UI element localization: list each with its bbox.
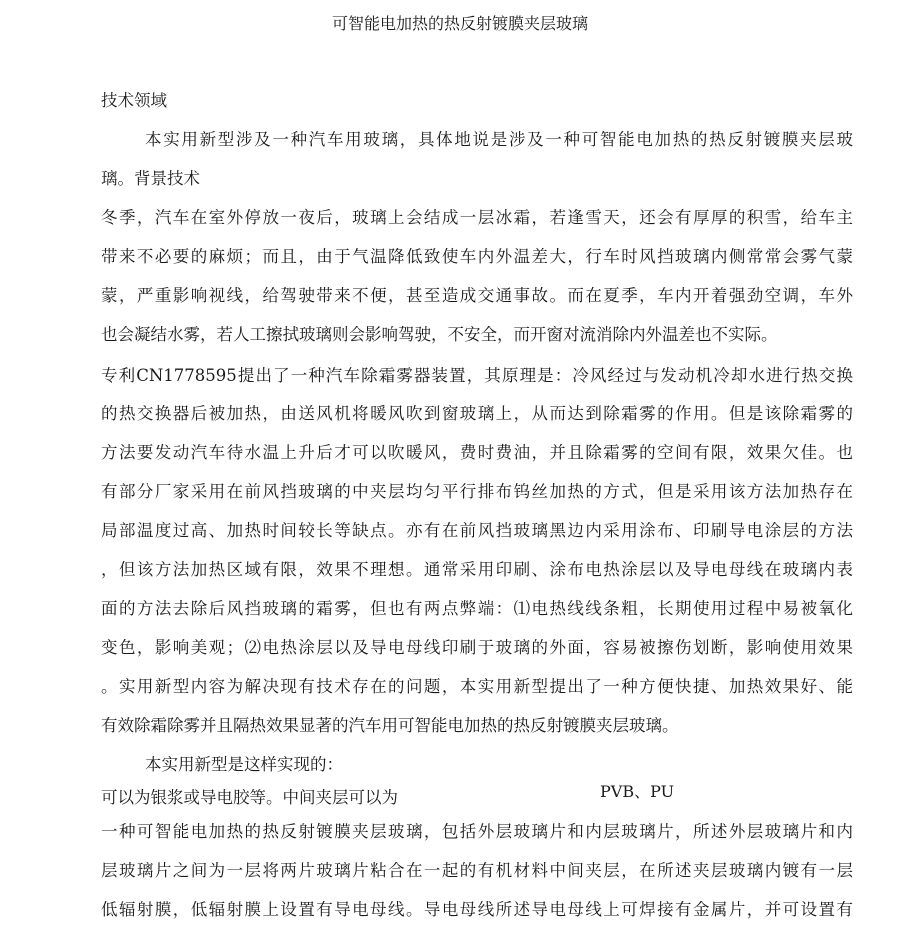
paragraph-line: 面的方法去除后风挡玻璃的霜雾，但也有两点弊端：⑴电热线线条粗，长期使用过程中易被氧化 <box>101 599 853 618</box>
paragraph-line: 方法要发动汽车待水温上升后才可以吹暖风，费时费油，并且除霜雾的空间有限，效果欠佳。也 <box>101 443 853 462</box>
paragraph-line: ，但该方法加热区域有限，效果不理想。通常采用印刷、涂布电热涂层以及导电母线在玻璃内表 <box>101 560 853 579</box>
paragraph-line: 变色，影响美观；⑵电热涂层以及导电母线印刷于玻璃的外面，容易被擦伤划断，影响使用效果 <box>101 638 853 657</box>
paragraph-line: 有效除霜除雾并且隔热效果显著的汽车用可智能电加热的热反射镀膜夹层玻璃。 <box>101 716 679 735</box>
paragraph-line: 也会凝结水雾，若人工擦拭玻璃则会影响驾驶，不安全，而开窗对流消除内外温差也不实际。 <box>101 325 778 344</box>
paragraph-line: 一种可智能电加热的热反射镀膜夹层玻璃，包括外层玻璃片和内层玻璃片，所述外层玻璃片和内 <box>101 822 853 841</box>
document-title: 可智能电加热的热反射镀膜夹层玻璃 <box>331 14 588 33</box>
paragraph-line: 璃。背景技术 <box>101 169 200 188</box>
paragraph-line: 本实用新型涉及一种汽车用玻璃，具体地说是涉及一种可智能电加热的热反射镀膜夹层玻 <box>145 130 853 149</box>
paragraph-line: 专利CN1778595提出了一种汽车除霜雾器装置，其原理是：冷风经过与发动机冷却水进行热交换 <box>101 366 853 385</box>
section-heading: 技术领域 <box>101 91 167 110</box>
interlayer-materials: PVB、PU <box>600 782 675 801</box>
paragraph-line: 。实用新型内容为解决现有技术存在的问题，本实用新型提出了一种方便快捷、加热效果好、能 <box>101 677 853 696</box>
paragraph-line: 低辐射膜，低辐射膜上设置有导电母线。导电母线所述导电母线上可焊接有金属片，并可设置有 <box>101 900 853 919</box>
paragraph-line: 冬季，汽车在室外停放一夜后，玻璃上会结成一层冰霜，若逢雪天，还会有厚厚的积雪，给车主 <box>101 208 853 227</box>
paragraph-line: 的热交换器后被加热，由送风机将暖风吹到窗玻璃上，从而达到除霜雾的作用。但是该除霜雾的 <box>101 404 853 423</box>
paragraph-line: 可以为银浆或导电胶等。中间夹层可以为 <box>101 788 398 807</box>
paragraph-line: 带来不必要的麻烦；而且，由于气温降低致使车内外温差大，行车时风挡玻璃内侧常常会雾气蒙 <box>101 247 853 266</box>
paragraph-line: 本实用新型是这样实现的： <box>145 755 343 774</box>
paragraph-line: 蒙，严重影响视线，给驾驶带来不便，甚至造成交通事故。而在夏季，车内开着强劲空调，车外 <box>101 286 853 305</box>
paragraph-line: 层玻璃片之间为一层将两片玻璃片粘合在一起的有机材料中间夹层，在所述夹层玻璃内镀有一层 <box>101 861 853 880</box>
paragraph-line: 局部温度过高、加热时间较长等缺点。亦有在前风挡玻璃黑边内采用涂布、印刷导电涂层的方法 <box>101 521 853 540</box>
paragraph-line: 有部分厂家采用在前风挡玻璃的中夹层均匀平行排布钨丝加热的方式，但是采用该方法加热存在 <box>101 482 853 501</box>
